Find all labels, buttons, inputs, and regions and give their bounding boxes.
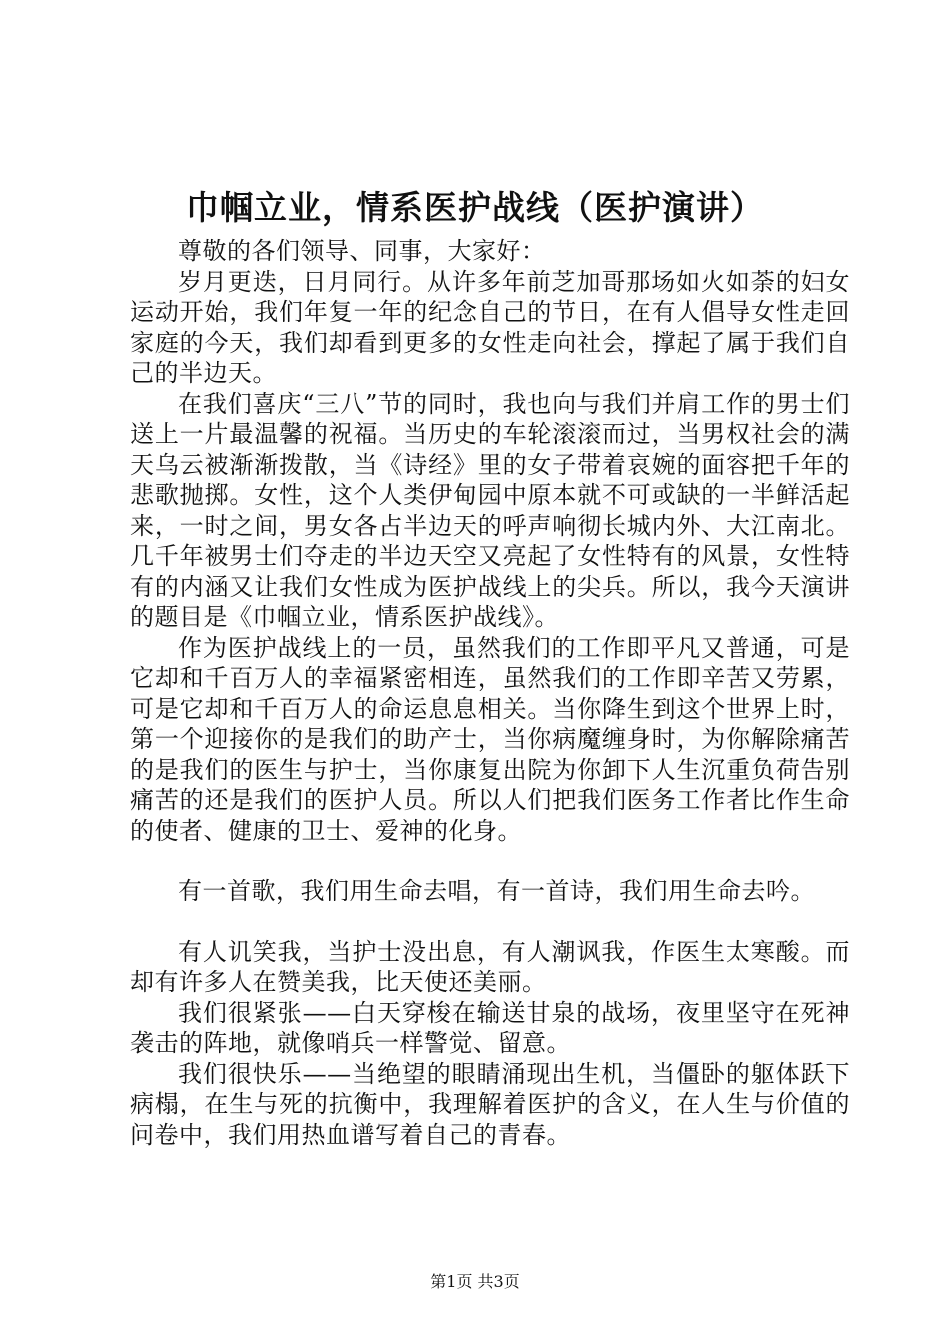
body-paragraph: 有人讥笑我，当护士没出息，有人潮讽我，作医生太寒酸。而却有许多人在赞美我，比天使还美丽。 [130, 937, 850, 996]
document-body [130, 236, 850, 1150]
body-paragraph: 有一首歌，我们用生命去唱，有一首诗，我们用生命去吟。 [178, 877, 815, 905]
document-title: 巾帼立业，情系医护战线（医护演讲） [186, 188, 764, 227]
page-number-footer: 第1页 共3页 [430, 1272, 520, 1291]
body-paragraph: 在我们喜庆“三八”节的同时，我也向与我们并肩工作的男士们送上一片最温馨的祝福。当历史的车轮滚滚而过，当男权社会的满天乌云被渐渐拨散，当《诗经》里的女子带着哀婉的面容把千年的悲歌抛掷。女性，这个人类伊甸园中原本就不可或缺的一半鲜活起来，一时之间，男女各占半边天的呼声响彻长城内外、大江南北。几千年被男士们夺走的半边天空又亮起了女性特有的风景，女性特有的内涵又让我们女性成为医护战线上的尖兵。所以，我今天演讲的题目是《巾帼立业，情系医护战线》。 [130, 389, 850, 631]
body-paragraph: 我们很快乐——当绝望的眼睛涌现出生机，当僵卧的躯体跃下病榻，在生与死的抗衡中，我理解着医护的含义，在人生与价值的问卷中，我们用热血谱写着自己的青春。 [130, 1059, 850, 1149]
salutation-paragraph: 尊敬的各们领导、同事，大家好： [178, 237, 546, 265]
body-paragraph: 我们很紧张——白天穿梭在输送甘泉的战场，夜里坚守在死神袭击的阵地，就像哨兵一样警觉、留意。 [130, 998, 850, 1057]
body-paragraph: 岁月更迭，日月同行。从许多年前芝加哥那场如火如荼的妇女运动开始，我们年复一年的纪念自己的节日，在有人倡导女性走回家庭的今天，我们却看到更多的女性走向社会，撑起了属于我们自己的半边天。 [130, 267, 850, 387]
body-paragraph: 作为医护战线上的一员，虽然我们的工作即平凡又普通，可是它却和千百万人的幸福紧密相连，虽然我们的工作即辛苦又劳累，可是它却和千百万人的命运息息相关。当你降生到这个世界上时，第一个迎接你的是我们的助产士，当你病魔缠身时，为你解除痛苦的是我们的医生与护士，当你康复出院为你卸下人生沉重负荷告别痛苦的还是我们的医护人员。所以人们把我们医务工作者比作生命的使者、健康的卫士、爱神的化身。 [130, 633, 850, 845]
